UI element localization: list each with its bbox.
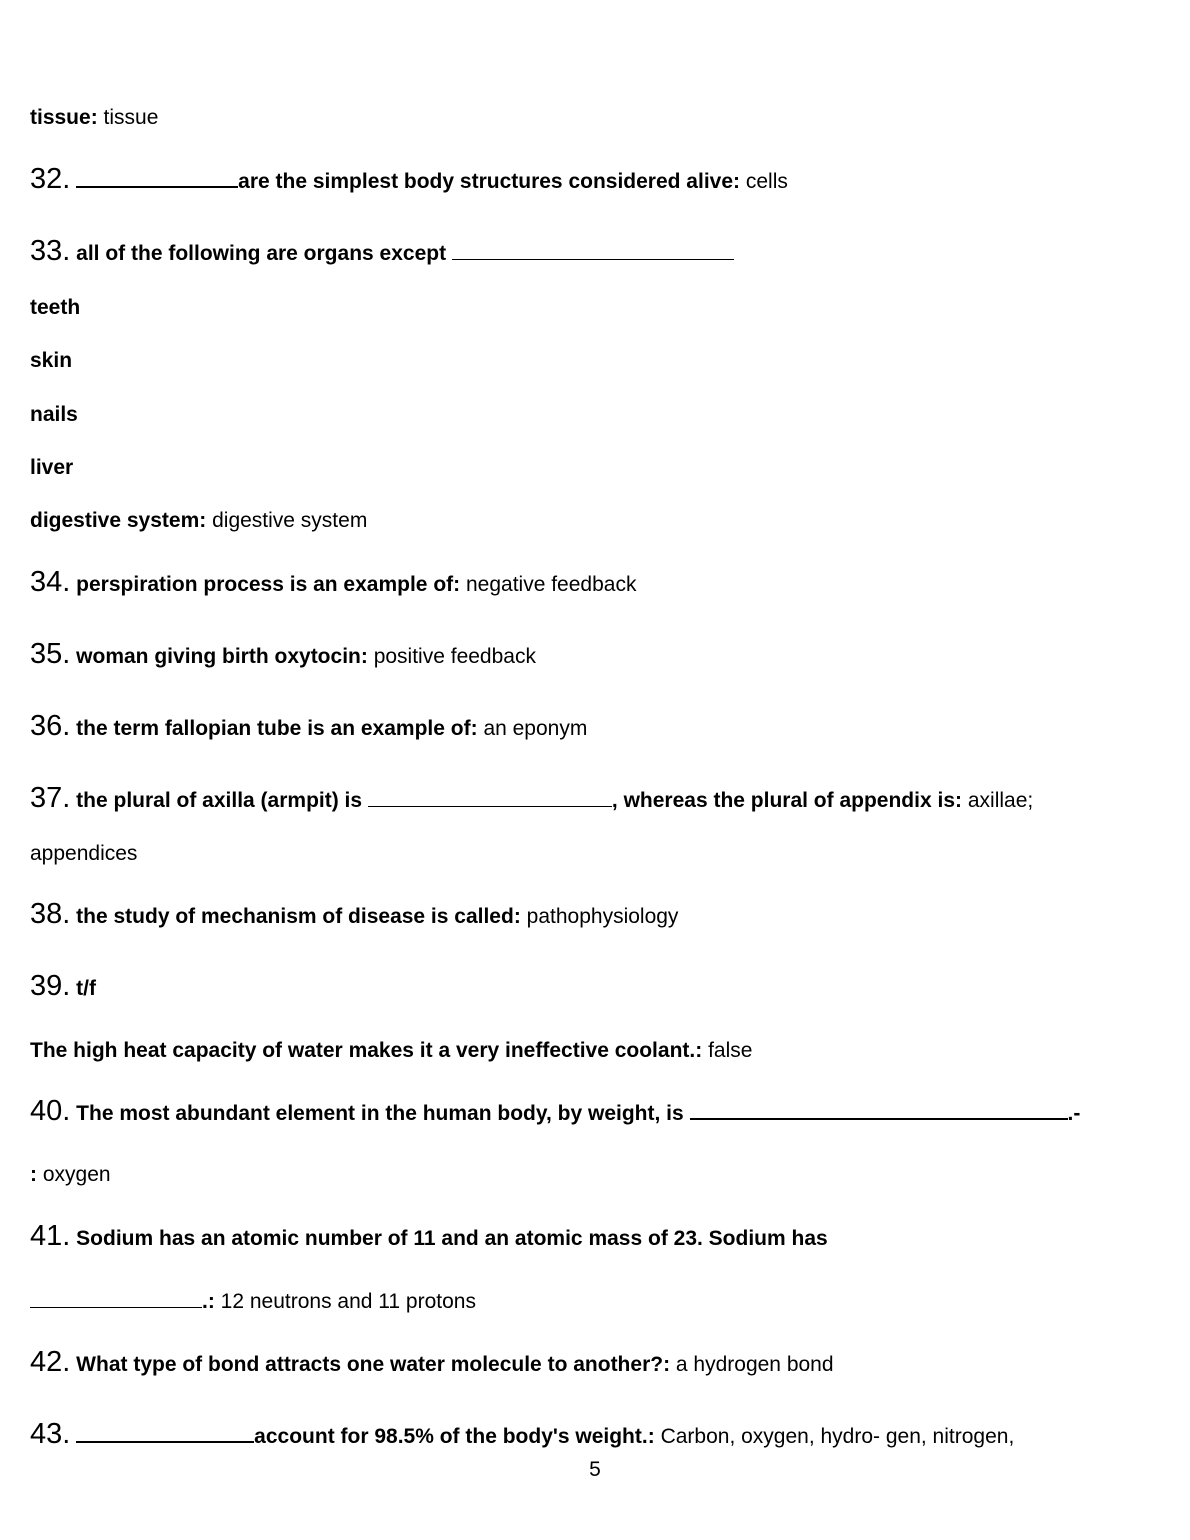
question-suffix: .- bbox=[1067, 1102, 1081, 1125]
option-skin: skin bbox=[30, 349, 73, 372]
answer-continued: appendices bbox=[30, 842, 138, 865]
answer-colon: : bbox=[30, 1163, 37, 1186]
answer: false bbox=[708, 1039, 753, 1062]
question-42 bbox=[30, 1346, 834, 1378]
answer-blank bbox=[452, 258, 734, 260]
answer-blank bbox=[368, 805, 612, 807]
question-33 bbox=[30, 235, 734, 267]
answer: axillae; bbox=[967, 789, 1034, 812]
question-prompt: perspiration process is an example of: bbox=[76, 573, 461, 596]
question-number: 35. bbox=[30, 638, 71, 670]
answer: oxygen bbox=[42, 1163, 111, 1186]
question-prompt: all of the following are organs except bbox=[76, 242, 447, 265]
answer-blank bbox=[690, 1117, 1068, 1120]
question-41 bbox=[30, 1220, 828, 1252]
question-prompt: are the simplest body structures considered alive: bbox=[238, 170, 741, 193]
answer-blank bbox=[76, 1440, 254, 1443]
answer: tissue bbox=[103, 106, 159, 129]
tissue-line bbox=[30, 105, 158, 131]
question-37 bbox=[30, 782, 1034, 814]
question-number: 38. bbox=[30, 898, 71, 930]
question-43 bbox=[30, 1418, 1015, 1450]
question-36 bbox=[30, 710, 588, 742]
question-suffix: .: bbox=[202, 1290, 215, 1313]
question-35 bbox=[30, 638, 536, 670]
question-number: 40. bbox=[30, 1095, 71, 1127]
true-false-statement bbox=[30, 1038, 752, 1064]
page-number: 5 bbox=[589, 1458, 601, 1481]
answer: negative feedback bbox=[465, 573, 637, 596]
question-prompt: Sodium has an atomic number of 11 and an atomic mass of 23. Sodium has bbox=[76, 1227, 828, 1250]
question-prompt: the term fallopian tube is an example of: bbox=[76, 717, 478, 740]
answer-line-41 bbox=[30, 1289, 476, 1315]
answer: cells bbox=[745, 170, 788, 193]
answer: a hydrogen bond bbox=[675, 1353, 834, 1376]
question-prompt: The most abundant element in the human body, by weight, is bbox=[76, 1102, 684, 1125]
question-number: 32. bbox=[30, 163, 71, 195]
question-number: 34. bbox=[30, 566, 71, 598]
term-label: digestive system: bbox=[30, 509, 207, 532]
answer: 12 neutrons and 11 protons bbox=[220, 1290, 476, 1313]
option-teeth: teeth bbox=[30, 296, 81, 319]
question-number: 37. bbox=[30, 782, 71, 814]
question-prompt: the study of mechanism of disease is called: bbox=[76, 905, 521, 928]
question-number: 43. bbox=[30, 1418, 71, 1450]
answer-line-40 bbox=[30, 1162, 111, 1188]
question-32 bbox=[30, 163, 788, 195]
question-39 bbox=[30, 970, 96, 1002]
question-40 bbox=[30, 1095, 1081, 1127]
question-number: 41. bbox=[30, 1220, 71, 1252]
answer: Carbon, oxygen, hydro- gen, nitrogen, bbox=[660, 1425, 1015, 1448]
question-prompt-continued: , whereas the plural of appendix is: bbox=[611, 789, 962, 812]
question-number: 36. bbox=[30, 710, 71, 742]
question-prompt: woman giving birth oxytocin: bbox=[76, 645, 368, 668]
option-nails: nails bbox=[30, 403, 78, 426]
question-number: 42. bbox=[30, 1346, 71, 1378]
question-38 bbox=[30, 898, 679, 930]
answer: digestive system bbox=[212, 509, 368, 532]
term-label: tissue: bbox=[30, 106, 98, 129]
digestive-system-line bbox=[30, 508, 367, 534]
option-liver: liver bbox=[30, 456, 74, 479]
question-prompt: What type of bond attracts one water molecule to another?: bbox=[76, 1353, 671, 1376]
question-number: 39. bbox=[30, 970, 71, 1002]
question-34 bbox=[30, 566, 637, 598]
answer: an eponym bbox=[483, 717, 588, 740]
question-prompt: t/f bbox=[76, 977, 96, 1000]
answer: positive feedback bbox=[373, 645, 536, 668]
question-number: 33. bbox=[30, 235, 71, 267]
question-prompt: account for 98.5% of the body's weight.: bbox=[254, 1425, 655, 1448]
answer-blank bbox=[30, 1306, 202, 1308]
statement: The high heat capacity of water makes it a very ineffective coolant.: bbox=[30, 1039, 703, 1062]
answer-blank bbox=[76, 185, 238, 188]
answer: pathophysiology bbox=[526, 905, 679, 928]
question-prompt: the plural of axilla (armpit) is bbox=[76, 789, 363, 812]
